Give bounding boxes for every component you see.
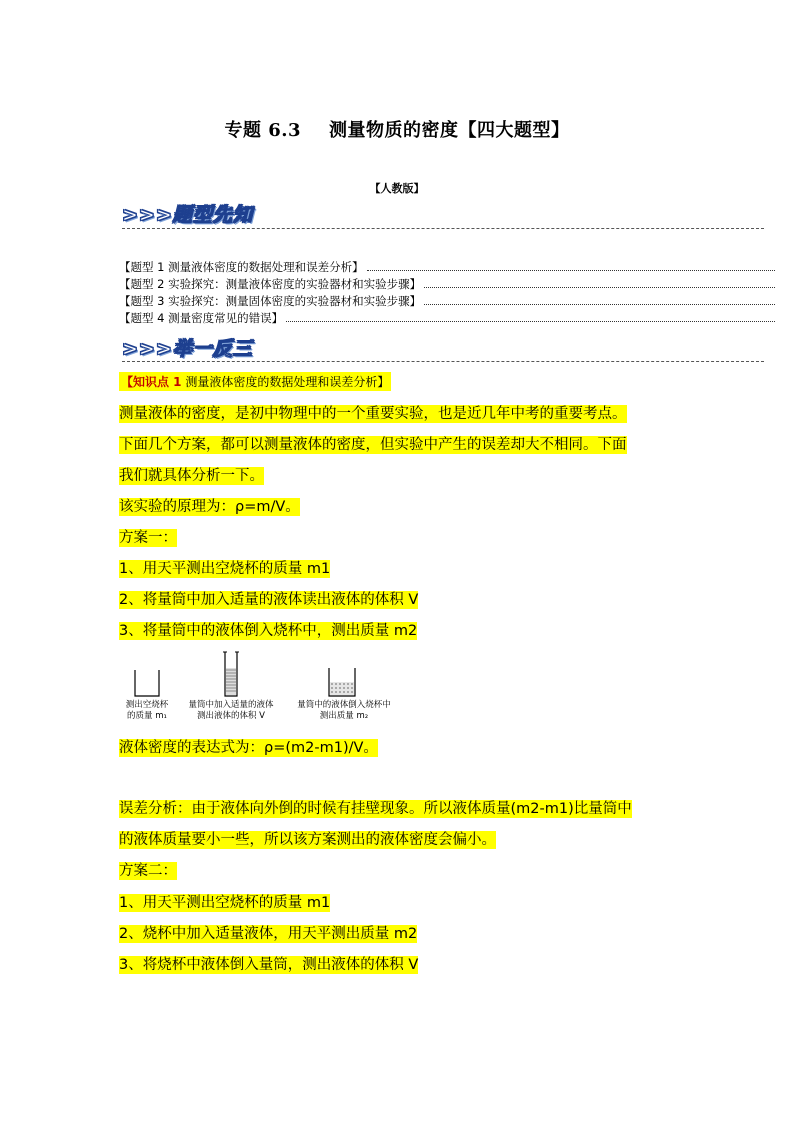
- paragraph-line: 我们就具体分析一下。: [119, 468, 264, 484]
- apparatus-illustration: [119, 650, 409, 700]
- diagram-caption: 测出空烧杯 的质量 m₁: [125, 700, 169, 721]
- error-analysis-line: 误差分析：由于液体向外倒的时候有挂壁现象。所以液体质量(m2-m1)比量筒中: [119, 801, 632, 817]
- knowledge-point-tag: 【知识点 1: [121, 375, 182, 389]
- diagram-caption: 量筒中加入适量的液体 测出液体的体积 V: [188, 700, 274, 721]
- knowledge-point-text: 测量液体密度的数据处理和误差分析】: [185, 375, 390, 389]
- toc-item[interactable]: 【题型 3 实验探究：测量固体密度的实验器材和实验步骤】: [119, 292, 775, 309]
- toc-item[interactable]: 【题型 1 测量液体密度的数据处理和误差分析】: [119, 258, 775, 275]
- toc-item[interactable]: 【题型 2 实验探究：测量液体密度的实验器材和实验步骤】: [119, 275, 775, 292]
- edition-label: 【人教版】: [369, 182, 425, 195]
- toc-item[interactable]: 【题型 4 测量密度常见的错误】: [119, 309, 775, 326]
- step-line: 1、用天平测出空烧杯的质量 m1: [119, 561, 331, 577]
- page-title: [0, 116, 794, 142]
- paragraph-line: 测量液体的密度，是初中物理中的一个重要实验，也是近几年中考的重要考点。: [119, 406, 627, 422]
- plan-title: 方案一：: [119, 530, 177, 546]
- leader-dots: [367, 270, 775, 271]
- leader-dots: [286, 321, 775, 322]
- plan-title: 方案二：: [119, 863, 177, 879]
- experiment-diagram: [119, 650, 409, 730]
- knowledge-point-heading: [119, 372, 391, 391]
- leader-dots: [424, 304, 775, 305]
- graduated-cylinder-icon: [223, 652, 239, 696]
- divider: [122, 228, 764, 229]
- filled-beaker-icon: [329, 668, 355, 696]
- title-number: 专题 6.3: [224, 120, 302, 141]
- step-line: 1、用天平测出空烧杯的质量 m1: [119, 895, 331, 911]
- error-analysis-line: 的液体质量要小一些，所以该方案测出的液体密度会偏小。: [119, 832, 496, 848]
- empty-beaker-icon: [135, 670, 159, 696]
- leader-dots: [424, 287, 775, 288]
- divider: [122, 361, 764, 362]
- diagram-caption: 量筒中的液体倒入烧杯中 测出质量 m₂: [297, 700, 391, 721]
- formula-line: 液体密度的表达式为：ρ=(m2-m1)/V。: [119, 740, 378, 756]
- step-line: 3、将烧杯中液体倒入量筒，测出液体的体积 V: [119, 957, 419, 973]
- step-line: 3、将量筒中的液体倒入烧杯中，测出质量 m2: [119, 623, 418, 639]
- principle-line: 该实验的原理为：ρ=m/V。: [119, 499, 300, 515]
- section-banner-examples: >>>举一反三: [122, 338, 253, 360]
- paragraph-line: 下面几个方案，都可以测量液体的密度，但实验中产生的误差却大不相同。下面: [119, 437, 627, 453]
- section-banner-preview: >>>题型先知: [122, 204, 253, 226]
- title-text: 测量物质的密度【四大题型】: [329, 120, 570, 141]
- table-of-contents: [119, 258, 775, 326]
- step-line: 2、将量筒中加入适量的液体读出液体的体积 V: [119, 592, 419, 608]
- step-line: 2、烧杯中加入适量液体，用天平测出质量 m2: [119, 926, 418, 942]
